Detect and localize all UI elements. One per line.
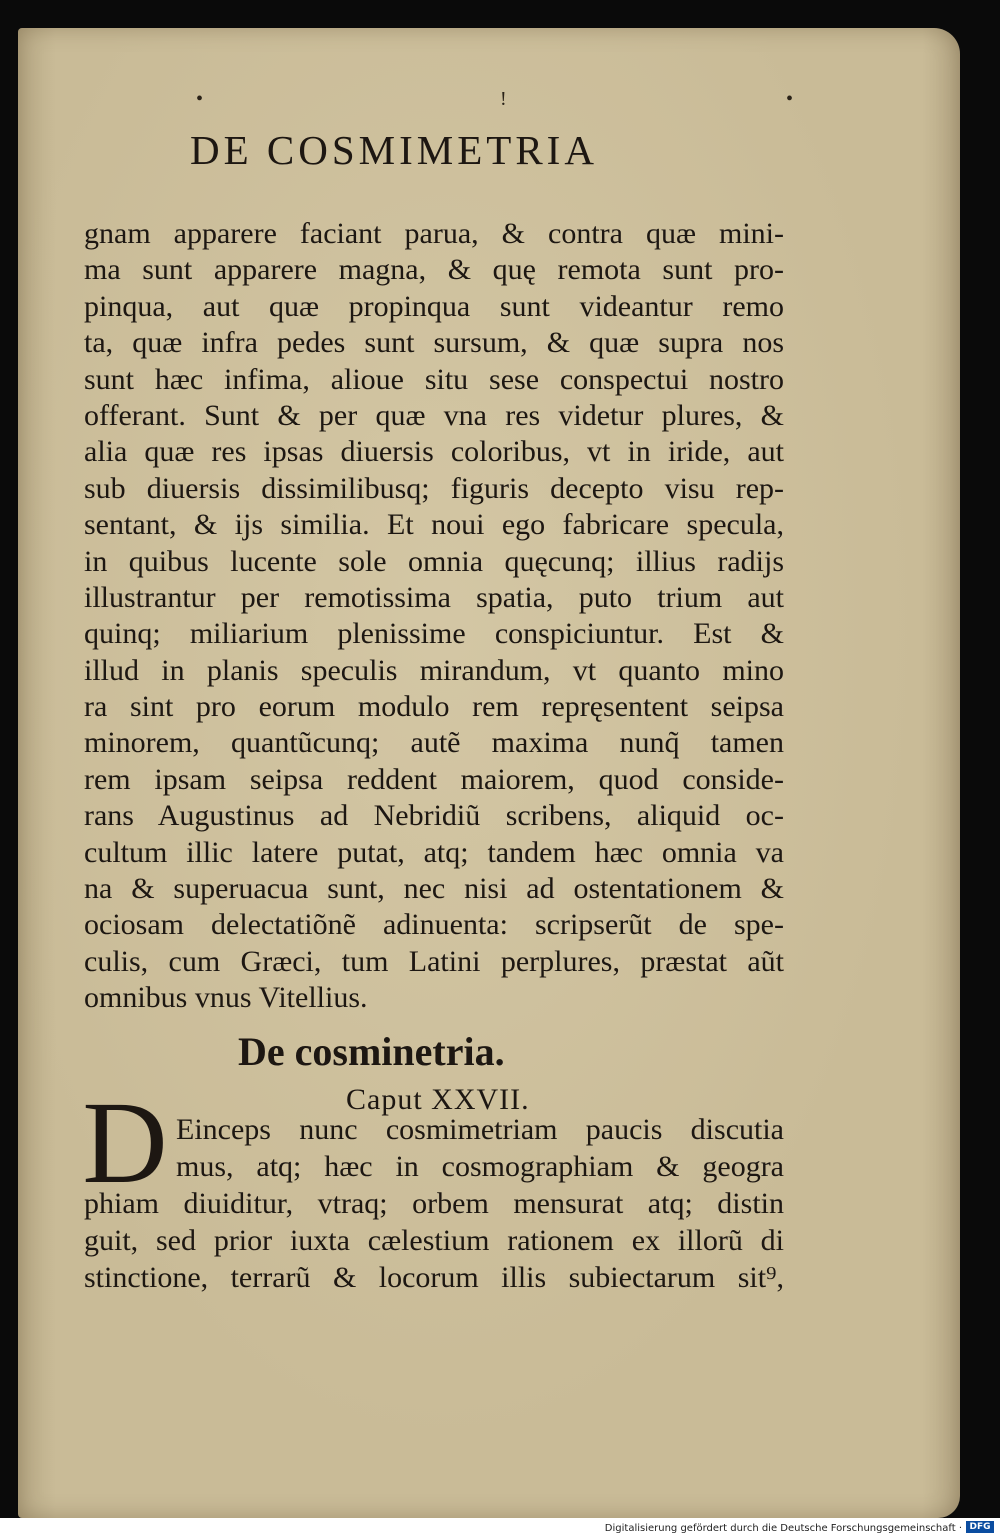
book-page bbox=[18, 28, 960, 1518]
chapter-title: De cosminetria. bbox=[238, 1029, 505, 1074]
text-line: illud in planis speculis mirandum, vt quanto mino bbox=[84, 653, 784, 687]
text-line: pinqua, aut quæ propinqua sunt videantur remo bbox=[84, 289, 784, 323]
body-text bbox=[84, 216, 784, 1017]
text-line: culis, cum Græci, tum Latini perplures, præstat aũt bbox=[84, 944, 784, 978]
text-line: Einceps nunc cosmimetriam paucis discutia bbox=[176, 1113, 784, 1146]
running-title: DE COSMIMETRIA bbox=[190, 127, 598, 173]
text-line: minorem, quantũcunq; autẽ maxima nunq̃ tamen bbox=[84, 726, 784, 760]
text-line: sentant, & ijs similia. Et noui ego fabricare specula, bbox=[84, 508, 784, 542]
footer-bar bbox=[0, 1518, 1000, 1536]
page-mark-center: ! bbox=[500, 88, 507, 110]
page-mark-right: • bbox=[786, 88, 794, 110]
text-line: illustrantur per remotissima spatia, puto trium aut bbox=[84, 580, 784, 614]
text-line: sub diuersis dissimilibusq; figuris decepto visu rep- bbox=[84, 471, 784, 505]
footer-credit: Digitalisierung gefördert durch die Deutsche Forschungsgemeinschaft · bbox=[604, 1523, 962, 1534]
text-line: cultum illic latere putat, atq; tandem hæc omnia va bbox=[84, 835, 784, 869]
text-line: sunt hæc infima, alioue situ sese conspectui nostro bbox=[84, 362, 784, 396]
text-line: rem ipsam seipsa reddent maiorem, quod conside- bbox=[84, 762, 784, 796]
text-line: guit, sed prior iuxta cælestium rationem ex illorũ di bbox=[84, 1224, 784, 1257]
text-line: ra sint pro eorum modulo rem repręsentent seipsa bbox=[84, 690, 784, 724]
text-line: ta, quæ infra pedes sunt sursum, & quæ supra nos bbox=[84, 326, 784, 360]
chapter-text bbox=[84, 1111, 784, 1296]
page-mark-left: • bbox=[196, 88, 204, 110]
text-line: stinctione, terrarũ & locorum illis subiectarum sit⁹, bbox=[84, 1261, 784, 1294]
text-line: na & superuacua sunt, nec nisi ad ostentationem & bbox=[84, 872, 784, 906]
text-line: phiam diuiditur, vtraq; orbem mensurat atq; distin bbox=[84, 1187, 784, 1220]
dfg-logo-icon: DFG bbox=[966, 1521, 994, 1533]
chapter-number: Caput XXVII. bbox=[346, 1083, 530, 1116]
text-line: rans Augustinus ad Nebridiũ scribens, aliquid oc- bbox=[84, 799, 784, 833]
text-line: omnibus vnus Vitellius. bbox=[84, 981, 368, 1015]
text-line: alia quæ res ipsas diuersis coloribus, vt in iride, aut bbox=[84, 435, 784, 469]
drop-cap: D bbox=[82, 1077, 168, 1208]
text-line: ociosam delectatiõnẽ adinuenta: scripserũt de spe- bbox=[84, 908, 784, 942]
text-line: ma sunt apparere magna, & quę remota sunt pro- bbox=[84, 253, 784, 287]
text-line: mus, atq; hæc in cosmographiam & geogra bbox=[176, 1150, 784, 1183]
text-line: quinq; miliarium plenissime conspiciuntur. Est & bbox=[84, 617, 784, 651]
text-line: offerant. Sunt & per quæ vna res videtur plures, & bbox=[84, 398, 784, 432]
text-line: gnam apparere faciant parua, & contra quæ mini- bbox=[84, 217, 784, 250]
text-line: in quibus lucente sole omnia quęcunq; illius radijs bbox=[84, 544, 784, 578]
